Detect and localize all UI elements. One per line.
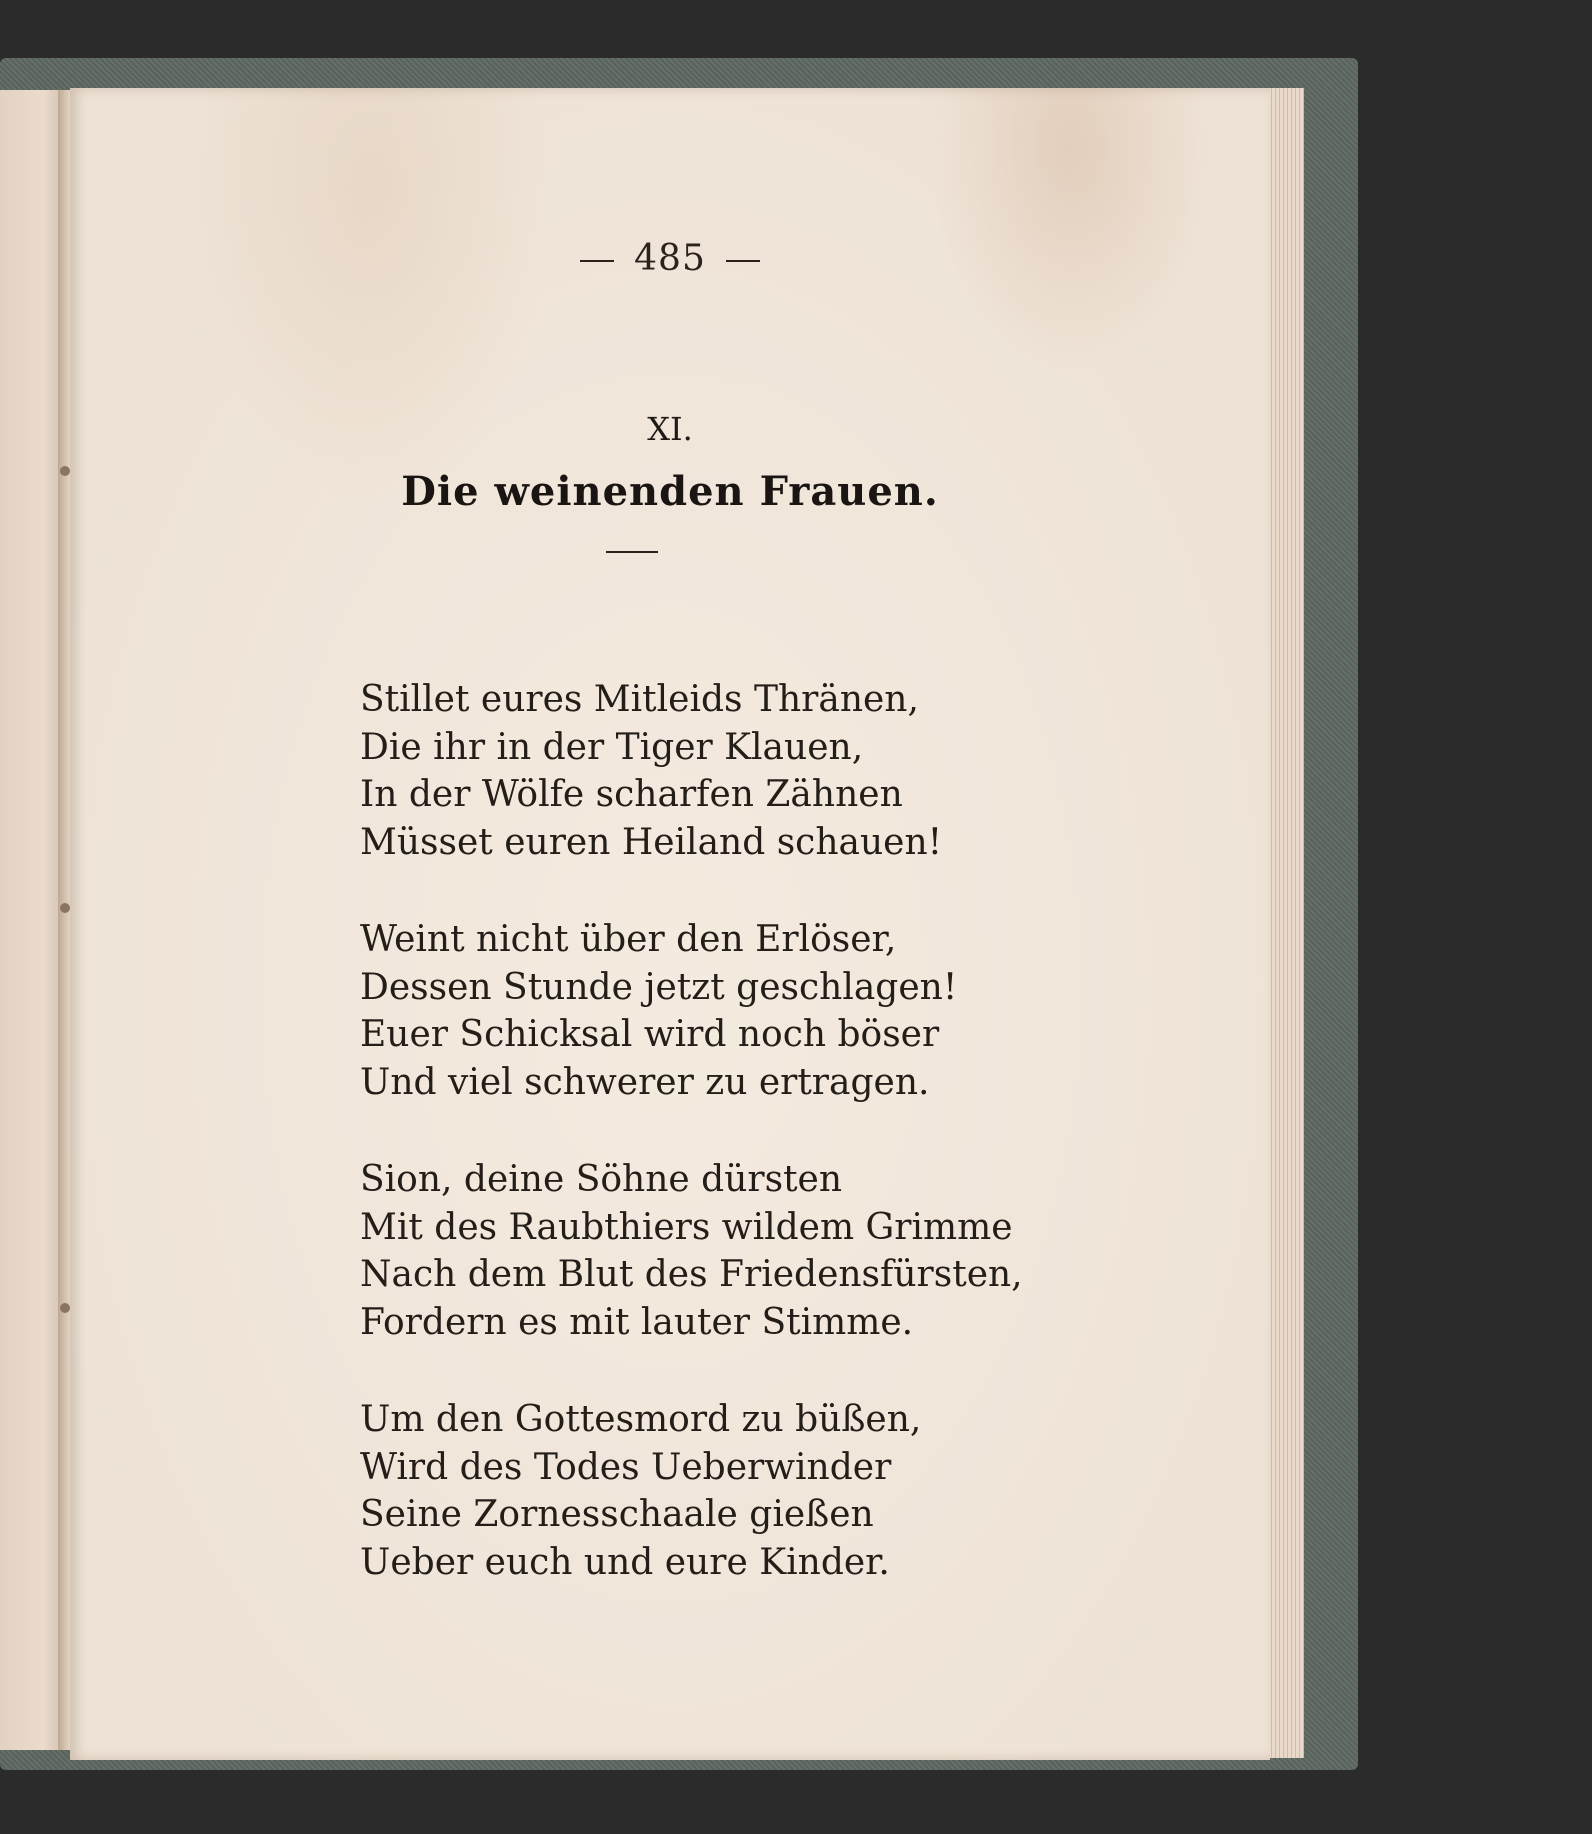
poem-line: Müsset euren Heiland schauen! [360,821,943,863]
title-rule [606,551,658,553]
left-page-edge [0,90,62,1750]
page-edges [1268,88,1304,1758]
poem-title: Die weinenden Frauen. [401,468,939,515]
poem-line: Nach dem Blut des Friedensfürsten, [360,1254,1023,1295]
poem-line: Mit des Raubthiers wildem Grimme [360,1206,1013,1248]
binding-stitch [60,1303,70,1313]
poem-line: Ueber euch und eure Kinder. [360,1541,890,1583]
poem-line: In der Wölfe scharfen Zähnen [360,774,903,815]
poem-line: Fordern es mit lauter Stimme. [360,1301,914,1343]
poem-line: Euer Schicksal wird noch böser [360,1014,940,1055]
poem-line: Dessen Stunde jetzt geschlagen! [360,966,958,1008]
poem-line: Um den Gottesmord zu büßen, [360,1399,922,1440]
stanza-2 [360,916,1023,1106]
poem-line: Stillet eures Mitleids Thränen, [360,679,919,720]
poem-line: Weint nicht über den Erlöser, [360,919,897,960]
binding-stitch [60,466,70,476]
poem-line: Die ihr in der Tiger Klauen, [360,726,864,768]
chapter-number: XI. [647,410,693,448]
binding-stitch [60,903,70,913]
poem-line: Seine Zornesschaale gießen [360,1494,874,1535]
stanza-3 [360,1156,1023,1346]
page-number-text: 485 [634,238,706,279]
poem-line: Sion, deine Söhne dürsten [360,1159,843,1200]
page-number-dash-left [580,260,614,262]
poem-line: Und viel schwerer zu ertragen. [360,1061,930,1103]
page-number-dash-right [726,260,760,262]
poem-body [360,676,1023,1636]
stanza-1 [360,676,1023,866]
page-number [70,238,1270,279]
poem-line: Wird des Todes Ueberwinder [360,1446,892,1488]
book-page [70,88,1270,1760]
stanza-4 [360,1396,1023,1586]
